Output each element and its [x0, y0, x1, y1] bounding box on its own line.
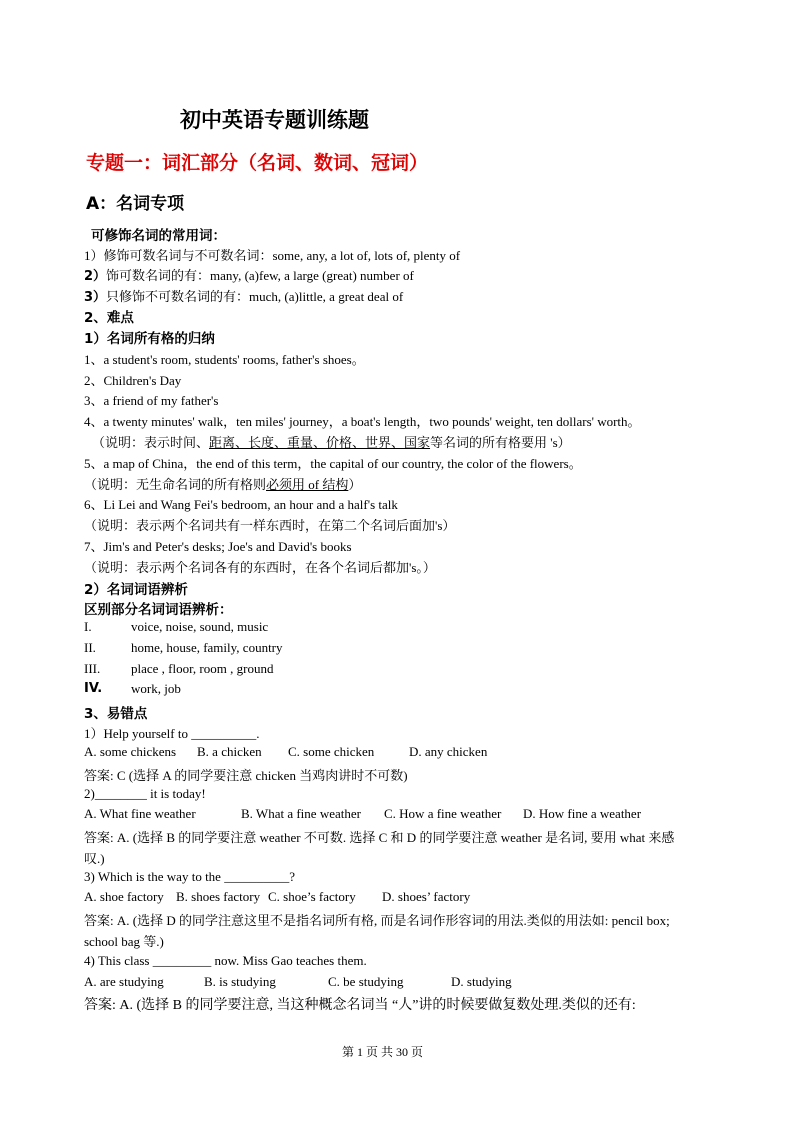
- option: B. a chicken: [197, 744, 262, 759]
- option: A. some chickens: [84, 744, 177, 759]
- answer-2: 答案: A. (选择 B 的同学要注意 weather 不可数. 选择 C 和 D 的同学要注意 weather 是名词, 要用 what 来感: [84, 830, 675, 845]
- example-line-5: 5、a map of China，the end of this term，the capital of our country, the color of the flowers。: [84, 456, 582, 471]
- answer-3-continued: school bag 等.): [84, 934, 164, 949]
- note-5: [84, 474, 361, 493]
- option: A. What fine weather: [84, 806, 196, 821]
- errors-heading: 3、易错点: [84, 706, 148, 722]
- option: C. How a fine weather: [384, 806, 502, 821]
- modifier-item-2-number: 2）: [84, 269, 107, 284]
- group-number: II.: [84, 640, 96, 655]
- group-words: voice, noise, sound, music: [131, 619, 269, 634]
- note-4-underlined: 距离、长度、重量、价格、世界、国家: [209, 435, 431, 450]
- word-distinction-subheading: 区别部分名词词语辨析：: [84, 602, 233, 618]
- example-line-1: 1、a student's room, students' rooms, father's shoes。: [84, 352, 365, 367]
- note-7: （说明：表示两个名词各有的东西时，在各个名词后都加's。）: [84, 560, 436, 575]
- modifiers-heading: 可修饰名词的常用词：: [91, 228, 226, 244]
- example-line-4: 4、a twenty minutes' walk，ten miles' journey，a boat's length，two pounds' weight, ten dollars' worth。: [84, 414, 641, 429]
- group-words: work, job: [131, 681, 181, 696]
- note-4-suffix: 等名词的所有格要用 's）: [430, 435, 571, 450]
- question-2: 2)________ it is today!: [84, 786, 206, 801]
- answer-4: 答案: A. (选择 B 的同学要注意, 当这种概念名词当 “人”讲的时候要做复数处理.类似的还有:: [84, 998, 636, 1013]
- example-line-6: 6、Li Lei and Wang Fei's bedroom, an hour and a half's talk: [84, 497, 398, 512]
- example-line-2: 2、Children's Day: [84, 373, 182, 388]
- question-1: 1）Help yourself to __________.: [84, 726, 260, 741]
- group-number: IV.: [84, 681, 103, 696]
- note-5-suffix: ）: [348, 477, 362, 492]
- note-5-prefix: （说明：无生命名词的所有格则: [84, 477, 267, 492]
- answer-1: 答案: C (选择 A 的同学要注意 chicken 当鸡肉讲时不可数): [84, 768, 408, 783]
- page-footer: 第 1 页 共 30 页: [342, 1045, 424, 1059]
- topic-heading: 专题一：词汇部分（名词、数词、冠词）: [86, 152, 429, 174]
- option: C. shoe’s factory: [268, 889, 356, 904]
- group-number: I.: [84, 619, 92, 634]
- option: A. shoe factory: [84, 889, 164, 904]
- note-5-underlined: 必须用 of 结构: [266, 477, 349, 492]
- modifier-item-3-number: 3）: [84, 290, 107, 305]
- question-4: 4) This class _________ now. Miss Gao teaches them.: [84, 953, 367, 968]
- option: C. be studying: [328, 974, 404, 989]
- section-a-heading: A：名词专项: [86, 194, 185, 214]
- option: B. What a fine weather: [241, 806, 361, 821]
- option: A. are studying: [84, 974, 164, 989]
- option: D. any chicken: [409, 744, 488, 759]
- note-4: [92, 432, 571, 451]
- example-line-7: 7、Jim's and Peter's desks; Joe's and David's books: [84, 539, 352, 554]
- option: D. How fine a weather: [523, 806, 642, 821]
- option: B. shoes factory: [176, 889, 261, 904]
- option: D. studying: [451, 974, 512, 989]
- group-number: III.: [84, 661, 101, 676]
- possessive-heading: 1）名词所有格的归纳: [84, 331, 215, 347]
- modifier-item-3-text: 只修饰不可数名词的有：much, (a)little, a great deal of: [106, 289, 404, 304]
- modifier-item-2-text: 饰可数名词的有：many, (a)few, a large (great) number of: [106, 268, 414, 283]
- modifier-item-1: 1）修饰可数名词与不可数名词：some, any, a lot of, lots of, plenty of: [84, 248, 461, 263]
- answer-3: 答案: A. (选择 D 的同学注意这里不是指名词所有格, 而是名词作形容词的用法.类似的用法如: pencil box;: [84, 913, 670, 928]
- option: D. shoes’ factory: [382, 889, 471, 904]
- modifier-item-2: [84, 265, 414, 284]
- example-line-3: 3、a friend of my father's: [84, 393, 219, 408]
- answer-2-continued: 叹.): [84, 851, 105, 866]
- note-6: （说明：表示两个名词共有一样东西时，在第二个名词后面加's）: [84, 518, 456, 533]
- page-title: 初中英语专题训练题: [180, 108, 369, 132]
- group-words: home, house, family, country: [131, 640, 283, 655]
- group-words: place , floor, room , ground: [131, 661, 274, 676]
- note-4-prefix: （说明：表示时间、: [92, 435, 210, 450]
- modifier-item-3: [84, 286, 403, 305]
- word-distinction-heading: 2）名词词语辨析: [84, 582, 188, 598]
- option: B. is studying: [204, 974, 276, 989]
- question-3: 3) Which is the way to the __________?: [84, 869, 295, 884]
- difficulty-heading: 2、难点: [84, 310, 134, 326]
- option: C. some chicken: [288, 744, 375, 759]
